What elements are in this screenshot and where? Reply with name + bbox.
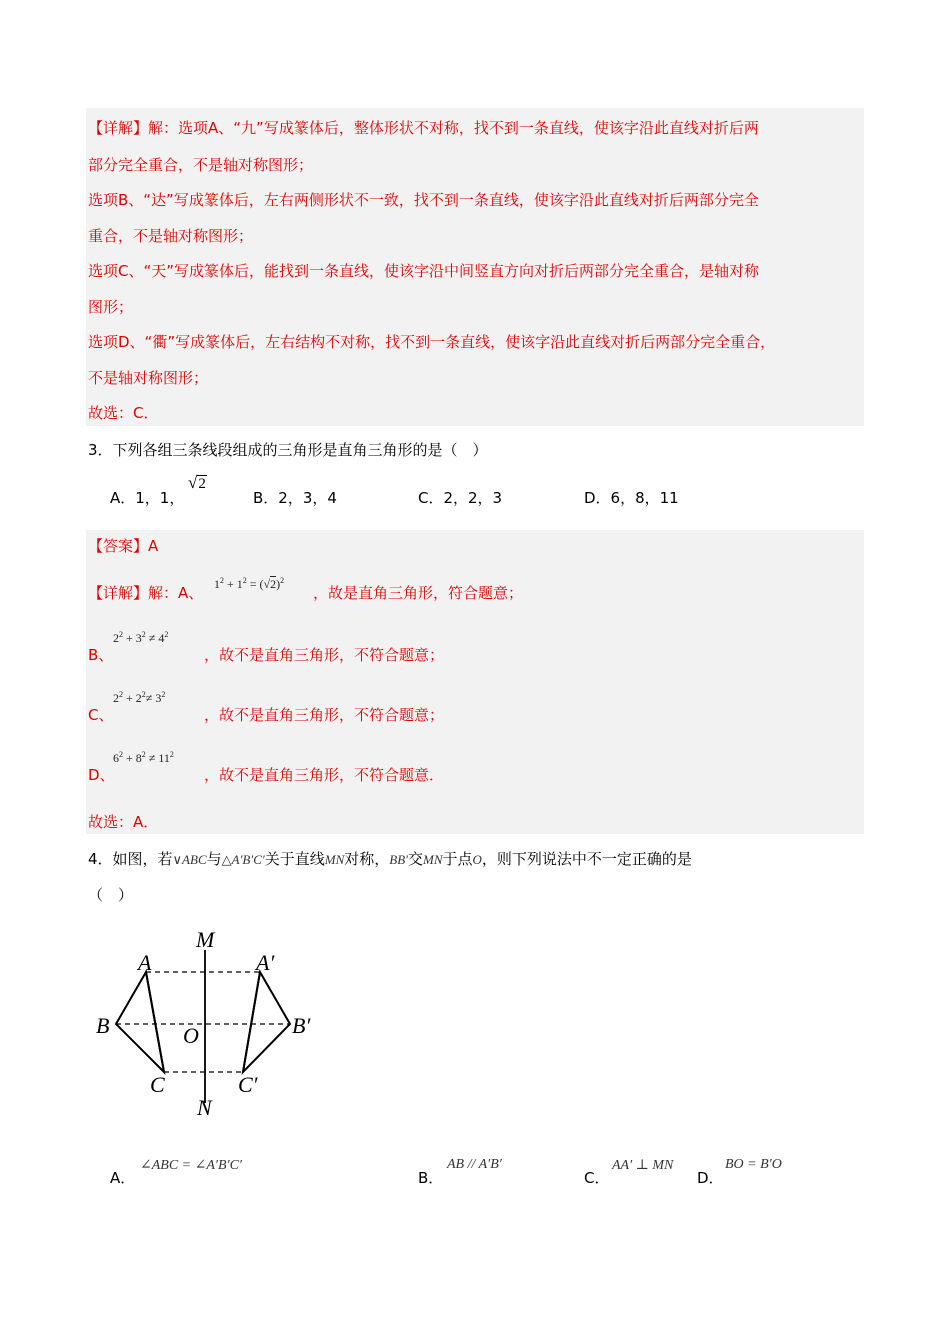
- label-b: B: [96, 1013, 110, 1038]
- q3-detail-c-formula: $2^2 + 2^2\ne 3^2$: [113, 690, 166, 705]
- q3-detail-b-suffix: ，故不是直角三角形，不符合题意；: [204, 646, 445, 664]
- q2-detail-line-5: 选项C、“天”写成篆体后，能找到一条直线，使该字沿中间竖直方向对折后两部分完全重合，是轴对称: [88, 262, 760, 280]
- q2-detail-line-4: 重合，不是轴对称图形；: [88, 227, 254, 245]
- q4-option-b-math: AB // A′B′: [447, 1157, 502, 1172]
- triangle-a2b2c2: [243, 972, 290, 1072]
- q3-option-a: A．1，1，: [110, 489, 185, 507]
- q4-option-c: C．: [584, 1169, 610, 1187]
- q3-option-a-sqrt: √2: [188, 473, 206, 492]
- label-a: A: [138, 950, 152, 975]
- q4-option-d-math: BO = B′O: [725, 1157, 782, 1172]
- q3-option-d: D．6，8，11: [584, 489, 679, 507]
- q4-paren: （ ）: [88, 886, 134, 904]
- q2-conclusion: 故选：C．: [88, 404, 159, 422]
- q3-detail-c-suffix: ，故不是直角三角形，不符合题意；: [204, 706, 445, 724]
- q3-answer: 【答案】A: [88, 537, 159, 555]
- q3-detail-b: B、: [88, 646, 114, 664]
- q4-option-b: B．: [418, 1169, 444, 1187]
- q2-detail-line-1: 【详解】解：选项A、“九”写成篆体后，整体形状不对称，找不到一条直线，使该字沿此直线对折后两: [88, 119, 759, 137]
- q2-detail-line-7: 选项D、“衢”写成篆体后，左右结构不对称，找不到一条直线，使该字沿此直线对折后两部分完全重合，: [88, 333, 776, 351]
- label-c-prime: C′: [238, 1072, 258, 1097]
- q3-detail-c: C、: [88, 706, 114, 724]
- q2-detail-line-2: 部分完全重合，不是轴对称图形；: [88, 156, 314, 174]
- q3-option-c: C．2，2，3: [418, 489, 503, 507]
- q2-detail-line-6: 图形；: [88, 298, 134, 316]
- triangle-abc: [116, 972, 164, 1072]
- q3-detail-d-formula: $6^2 + 8^2 \ne 11^2$: [113, 750, 174, 765]
- q3-conclusion: 故选：A．: [88, 813, 159, 831]
- label-c: C: [150, 1072, 165, 1097]
- q3-detail-box: [86, 530, 864, 834]
- q3-detail-a-formula: $1^2 + 1^2 = (√2)^2$: [214, 576, 285, 591]
- q3-stem: 3．下列各组三条线段组成的三角形是直角三角形的是（ ）: [88, 441, 488, 459]
- q3-detail-d-suffix: ，故不是直角三角形，不符合题意．: [204, 766, 445, 784]
- q3-detail-b-formula: $2^2 + 3^2 \ne 4^2$: [113, 630, 169, 645]
- q2-detail-tag: 【详解】: [88, 119, 149, 137]
- q4-option-c-math: AA′ ⊥ MN: [612, 1158, 674, 1173]
- q2-detail-line-8: 不是轴对称图形；: [88, 369, 209, 387]
- q3-detail-d: D、: [88, 766, 115, 784]
- label-m: M: [196, 927, 215, 952]
- q4-option-a: A．: [110, 1169, 136, 1187]
- label-n: N: [197, 1095, 212, 1120]
- label-b-prime: B′: [292, 1013, 311, 1038]
- q3-detail-a-suffix: ，故是直角三角形，符合题意；: [313, 584, 524, 602]
- q2-detail-line-3: 选项B、“达”写成篆体后，左右两侧形状不一致，找不到一条直线，使该字沿此直线对折后两部分完全: [88, 191, 759, 209]
- q3-option-b: B．2，3，4: [253, 489, 337, 507]
- q3-detail-a: 【详解】解：A、: [88, 584, 204, 602]
- q4-option-a-math: ∠ABC = ∠A′B′C′: [140, 1158, 242, 1173]
- q4-figure: [90, 925, 330, 1125]
- q4-option-d: D．: [697, 1169, 724, 1187]
- label-a-prime: A′: [256, 950, 275, 975]
- q4-stem: 4．如图，若∨ABC与△A′B′C′关于直线MN对称，BB′交MN于点O，则下列说法中不一定正确的是: [88, 850, 692, 868]
- label-o: O: [183, 1023, 199, 1048]
